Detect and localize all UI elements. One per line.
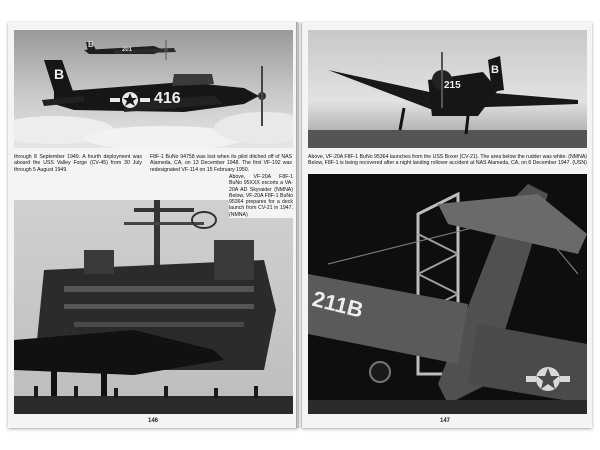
photo-aircraft-launch <box>308 30 587 148</box>
lead-aircraft-letter: B <box>54 66 65 82</box>
rear-aircraft-number: 201 <box>122 47 133 53</box>
rear-aircraft-letter: B <box>88 40 94 49</box>
launch-aircraft-letter: B <box>491 64 499 76</box>
flight-photo-graphic <box>14 30 293 148</box>
accident-aircraft-number: 211B <box>309 286 366 323</box>
carrier-photo-graphic <box>14 200 293 414</box>
book-spread <box>8 22 592 428</box>
lead-aircraft-number: 416 <box>154 90 181 107</box>
caption-left-col2: F8F-1 BuNo 94758 was lost when its pilot ditched off of NAS Alameda, CA, on 13 December 1948. The first VF-192 was redesignated VF-114 on 15 February 1950. <box>150 154 292 173</box>
photo-carrier-island <box>14 200 293 414</box>
page-number-right: 147 <box>440 418 451 424</box>
right-page <box>302 22 592 428</box>
caption-left-col1: through 8 September 1949. A fourth deployment was aboard the USS Valley Forge (CV-45) from 30 July through 5 August 1949. <box>14 154 142 173</box>
photo-aircraft-in-flight <box>14 30 293 148</box>
caption-right-main: Above, VF-20A F8F-1 BuNo 95364 launches from the USS Boxer (CV-21). The area below the rudder was white. (NMNA) Below, F8F-1 is being recovered after a night landing rollover accident at NAS Alameda, CA, on 8 December 1947. (USN) <box>308 154 588 167</box>
launch-aircraft-number: 215 <box>444 80 461 91</box>
caption-right-page-left: Above, VF-20A F8F-1 BuNo 95XXX escorts a VA-20A AD Skyraider (NMNA) Below, VF-20A F8F-1 BuNo 95364 prepares for a deck launch from CV-21 in 1947. (NMNA) <box>229 174 293 218</box>
left-page <box>8 22 298 428</box>
page-number-left: 146 <box>148 418 159 424</box>
photo-rollover-accident <box>308 174 587 414</box>
